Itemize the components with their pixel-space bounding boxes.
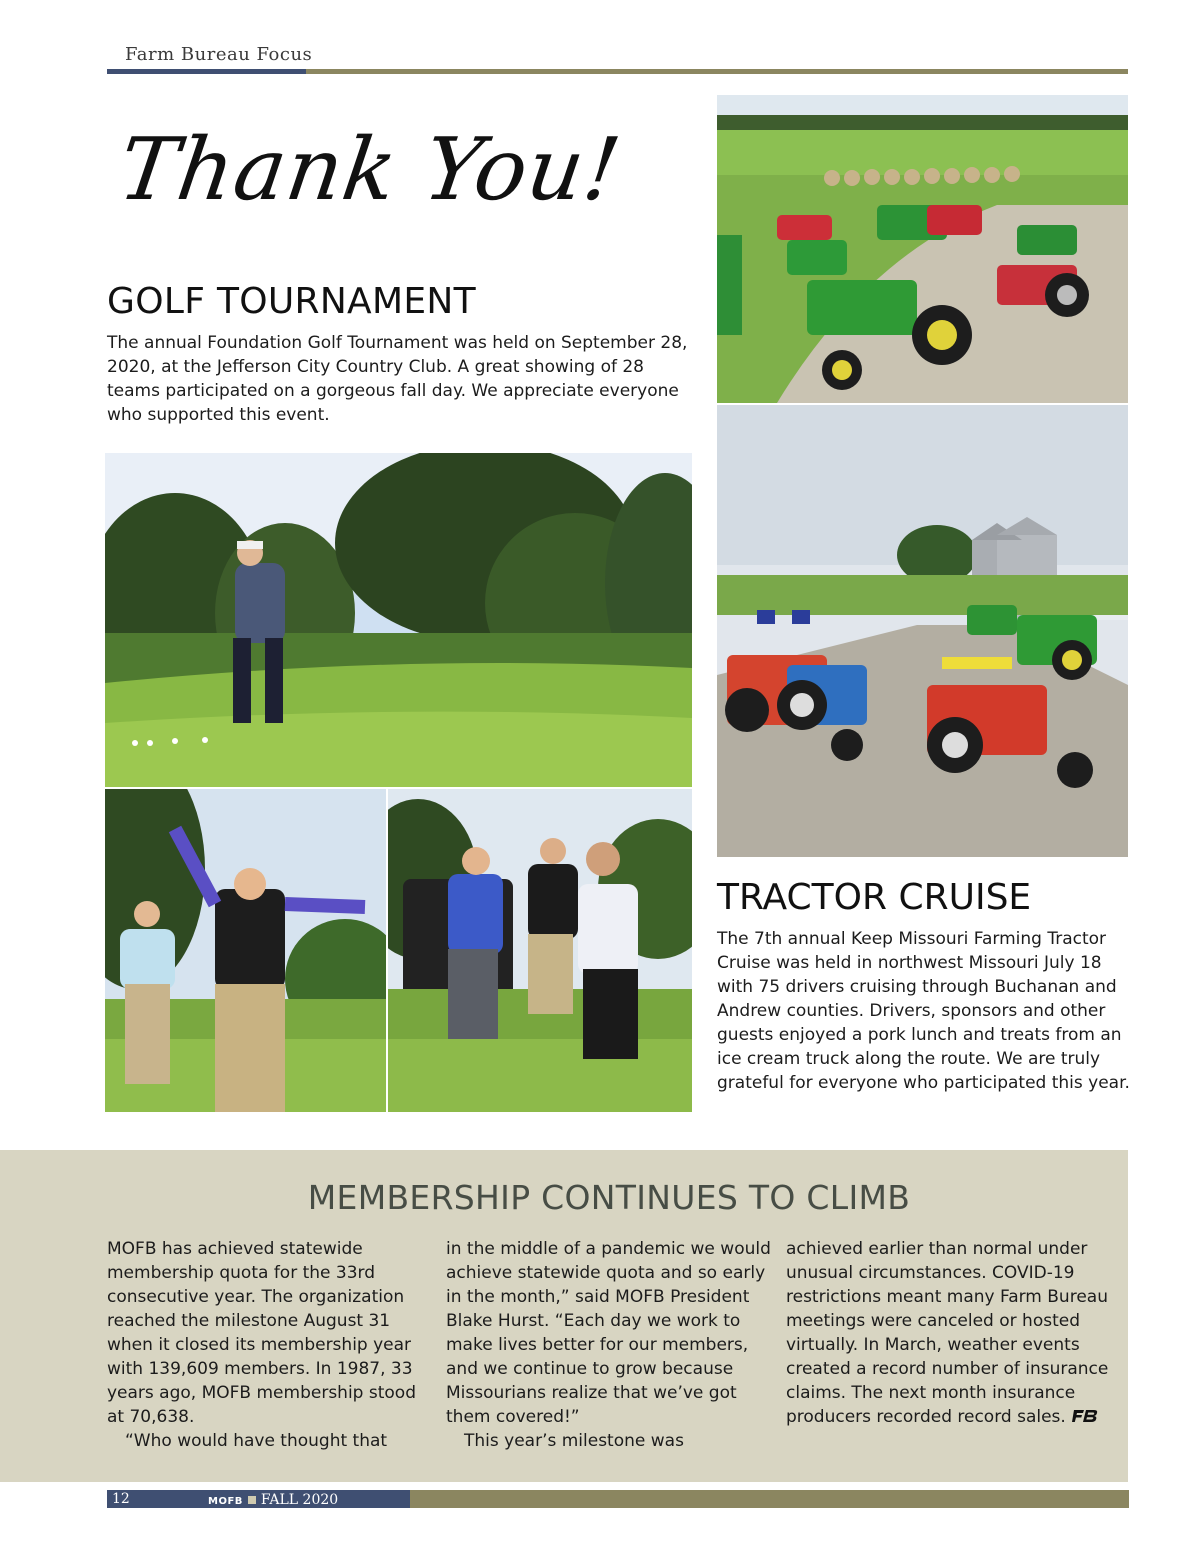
- footer-brand: MOFB: [208, 1496, 243, 1507]
- membership-col2-para2: This year’s milestone was: [464, 1431, 684, 1451]
- golf-putting-photo: [105, 453, 692, 787]
- membership-col3-text: achieved earlier than normal under unusual circumstances. COVID-19 restrictions meant many Farm Bureau meetings were canceled or hosted virtually. In March, weather events created a record number of insurance claims. The next month insurance producers recorded record sales.: [786, 1239, 1109, 1427]
- membership-col1-para2: “Who would have thought that: [125, 1431, 388, 1451]
- footer-issue-date: FALL 2020: [260, 1492, 339, 1508]
- membership-column-1: [107, 1237, 432, 1453]
- header-rule-accent: [107, 69, 306, 74]
- tractor-field-photo: [717, 95, 1128, 403]
- footer-issue: [208, 1490, 338, 1511]
- footer-square-icon: [248, 1496, 256, 1504]
- running-head: Farm Bureau Focus: [125, 44, 313, 65]
- tractor-heading: TRACTOR CRUISE: [717, 877, 1032, 918]
- membership-column-3: [786, 1237, 1111, 1429]
- farm-bureau-logo-icon: [1072, 1405, 1098, 1429]
- footer-rule: [410, 1490, 1129, 1508]
- page-number: 12: [112, 1491, 130, 1507]
- membership-col2-text: in the middle of a pandemic we would achieve statewide quota and so early in the month,” said MOFB President Blake Hurst. “Each day we work to make lives better for our members, and we continue to grow because Missourians realize that we’ve got them covered!”: [446, 1239, 771, 1427]
- membership-heading: MEMBERSHIP CONTINUES TO CLIMB: [307, 1178, 911, 1217]
- golf-heading: GOLF TOURNAMENT: [107, 281, 476, 322]
- golf-body: The annual Foundation Golf Tournament was held on September 28, 2020, at the Jefferson City Country Club. A great showing of 28 teams participated on a gorgeous fall day. We appreciate everyone who supported this event.: [107, 333, 688, 425]
- membership-column-2: [446, 1237, 771, 1453]
- golf-celebration-photo: [105, 789, 386, 1112]
- thank-you-title: Thank You!: [112, 120, 627, 220]
- golf-fist-bump-photo: [388, 789, 692, 1112]
- tractor-cruise-photo: [717, 405, 1128, 857]
- membership-col1-text: MOFB has achieved statewide membership quota for the 33rd consecutive year. The organization reached the milestone August 31 when it closed its membership year with 139,609 members. In 1987, 33 years ago, MOFB membership stood at 70,638.: [107, 1239, 416, 1427]
- tractor-body: The 7th annual Keep Missouri Farming Tractor Cruise was held in northwest Missouri July 18 with 75 drivers cruising through Buchanan and Andrew counties. Drivers, sponsors and other guests enjoyed a pork lunch and treats from an ice cream truck along the route. We are truly grateful for everyone who participated this year.: [717, 929, 1130, 1093]
